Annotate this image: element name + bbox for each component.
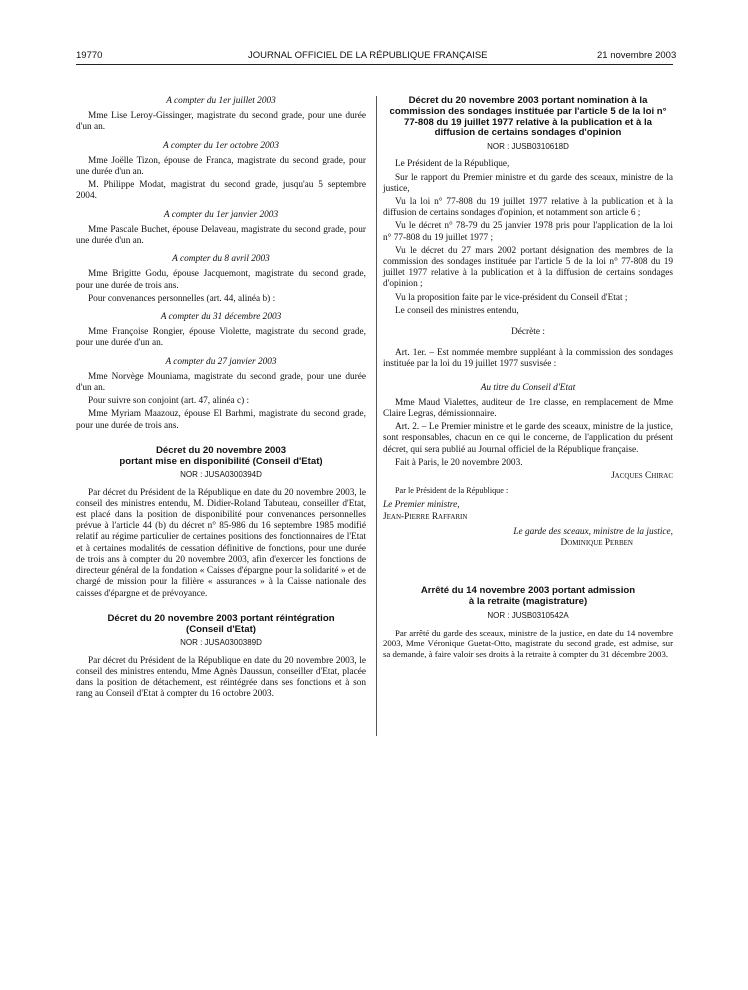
signature-pm-name: Jean-Pierre Raffarin <box>383 511 468 522</box>
page-number: 19770 <box>76 50 103 61</box>
paragraph: Mme Joëlle Tizon, épouse de Franca, magistrate du second grade, pour une durée d'un an. <box>76 155 366 178</box>
paragraph: Le conseil des ministres entendu, <box>395 305 519 316</box>
section-heading: A compter du 1er juillet 2003 <box>166 96 276 106</box>
paragraph: Par décret du Président de la République en date du 20 novembre 2003, le conseil des ministres entendu, Mme Agnès Daussun, conseiller d'Etat, placée dans la position de détachement, est réintégrée dans ses fonctions et à son rang au Conseil d'Etat à compter du 16 octobre 2003. <box>76 655 366 700</box>
paragraph: Mme Brigitte Godu, épouse Jacquemont, magistrate du second grade, pour une durée de trois ans. <box>76 269 366 291</box>
paragraph: Sur le rapport du Premier ministre et du garde des sceaux, ministre de la justice, <box>383 172 673 194</box>
signature-gs-name: Dominique Perben <box>560 538 633 549</box>
section-heading: A compter du 1er janvier 2003 <box>163 209 279 220</box>
column-divider <box>376 96 377 736</box>
decree-title <box>76 446 366 468</box>
section-heading: A compter du 31 décembre 2003 <box>160 312 282 323</box>
paragraph: Vu le décret du 27 mars 2002 portant désignation des membres de la commission des sondages instituée par l'article 5 de la loi n° 77-808 du 19 juillet 1977 relative à la publication et à la diffusion de certains sondages d'opinion ; <box>383 245 673 290</box>
paragraph: Pour convenances personnelles (art. 44, alinéa b) : <box>88 293 276 304</box>
section-heading: A compter du 27 janvier 2003 <box>165 356 277 367</box>
paragraph: Fait à Paris, le 20 novembre 2003. <box>395 457 523 468</box>
journal-title: JOURNAL OFFICIEL DE LA RÉPUBLIQUE FRANÇAISE <box>248 50 488 61</box>
paragraph: M. Philippe Modat, magistrat du second grade, jusqu'au 5 septembre 2004. <box>76 180 366 202</box>
issue-date: 21 novembre 2003 <box>597 50 677 61</box>
nor-reference: NOR : JUSA0300389D <box>180 638 262 648</box>
nor-reference: NOR : JUSB0310542A <box>487 610 569 620</box>
paragraph: Le Président de la République, <box>395 159 510 170</box>
paragraph: Vu le décret n° 78-79 du 25 janvier 1978 pris pour l'application de la loi n° 77-808 du 19 juillet 1977 ; <box>383 221 673 243</box>
paragraph: Par arrêté du garde des sceaux, ministre de la justice, en date du 14 novembre 2003, Mme Véronique Guetat-Otto, magistrate du second grade, est admise, sur sa demande, à faire valoir ses droits à la retraite à compter du 31 décembre 2003. <box>383 628 673 659</box>
decree-title <box>383 586 673 608</box>
paragraph: Mme Myriam Maazouz, épouse El Barhmi, magistrate du second grade, pour une durée de trois ans. <box>76 409 366 431</box>
article-2: Art. 2. – Le Premier ministre et le garde des sceaux, ministre de la justice, sont responsables, chacun en ce qui le concerne, de l'application du présent décret, qui sera publié au Journal officiel de la République française. <box>383 422 673 455</box>
title-line: Décret du 20 novembre 2003 portant réintégration <box>107 612 335 624</box>
paragraph: Vu la loi n° 77-808 du 19 juillet 1977 relative à la publication et à la diffusion de certains sondages d'opinion, et notamment son article 6 ; <box>383 197 673 219</box>
nor-reference: NOR : JUSB0310618D <box>487 142 569 152</box>
decrete-label: Décrète : <box>511 327 545 338</box>
signature-by: Par le Président de la République : <box>395 486 509 496</box>
section-heading: A compter du 1er octobre 2003 <box>163 140 279 151</box>
signature-pm-title: Le Premier ministre, <box>383 500 460 511</box>
paragraph: Mme Françoise Rongier, épouse Violette, magistrate du second grade, pour une durée d'un an. <box>76 327 366 349</box>
title-line: Arrêté du 14 novembre 2003 portant admission <box>420 585 636 597</box>
subsection-heading: Au titre du Conseil d'Etat <box>480 382 576 393</box>
section-heading: A compter du 8 avril 2003 <box>172 254 270 265</box>
signature-gs-title: Le garde des sceaux, ministre de la justice, <box>513 526 673 537</box>
paragraph: Par décret du Président de la République en date du 20 novembre 2003, le conseil des ministres entendu, M. Didier-Roland Tabuteau, conseiller d'Etat, est placé dans la position de disponibilité pour convenances personnelles prévue à l'article 44 (b) du décret n° 85-986 du 16 septembre 1985 modifié relatif au régime particulier de certaines positions des fonctionnaires de l'Etat et à certaines modalités de cessation définitive de fonctions, pour une durée de trois ans à compter du 20 novembre 2003, afin d'exercer les fonctions de directeur général de la fondation « Caisses d'épargne pour la solidarité » et de chargé de mission pour la filière « assurances » à la Caisse nationale des caisses d'épargne et de prévoyance. <box>76 487 366 599</box>
signature-president: Jacques Chirac <box>611 471 673 482</box>
decree-title: Décret du 20 novembre 2003 portant nomination à la commission des sondages instituée par l'article 5 de la loi n° 77-808 du 19 juillet 1977 relative à la publication et à la diffusion de certains sondages d'opinion <box>389 95 667 139</box>
left-column <box>76 96 366 702</box>
title-line: Décret du 20 novembre 2003 <box>155 444 287 456</box>
title-line: (Conseil d'Etat) <box>186 623 256 635</box>
title-line: portant mise en disponibilité (Conseil d'Etat) <box>119 455 323 467</box>
paragraph: Mme Lise Leroy-Gissinger, magistrate du second grade, pour une durée d'un an. <box>76 111 366 133</box>
decree-title <box>76 614 366 636</box>
paragraph: Mme Maud Vialettes, auditeur de 1re classe, en remplacement de Mme Claire Legras, démissionnaire. <box>383 397 673 420</box>
header-rule <box>76 64 673 65</box>
nor-reference: NOR : JUSA0300394D <box>180 470 262 480</box>
article-1: Art. 1er. – Est nommée membre suppléant à la commission des sondages instituée par la loi du 19 juillet 1977 susvisée : <box>383 348 673 370</box>
right-column <box>383 96 673 661</box>
paragraph: Vu la proposition faite par le vice-président du Conseil d'Etat ; <box>395 292 628 303</box>
paragraph: Mme Norvège Mouniama, magistrate du second grade, pour une durée d'un an. <box>76 371 366 394</box>
paragraph: Pour suivre son conjoint (art. 47, alinéa c) : <box>88 396 250 407</box>
title-line: à la retraite (magistrature) <box>468 596 588 608</box>
paragraph: Mme Pascale Buchet, épouse Delaveau, magistrate du second grade, pour une durée d'un an. <box>76 224 366 247</box>
